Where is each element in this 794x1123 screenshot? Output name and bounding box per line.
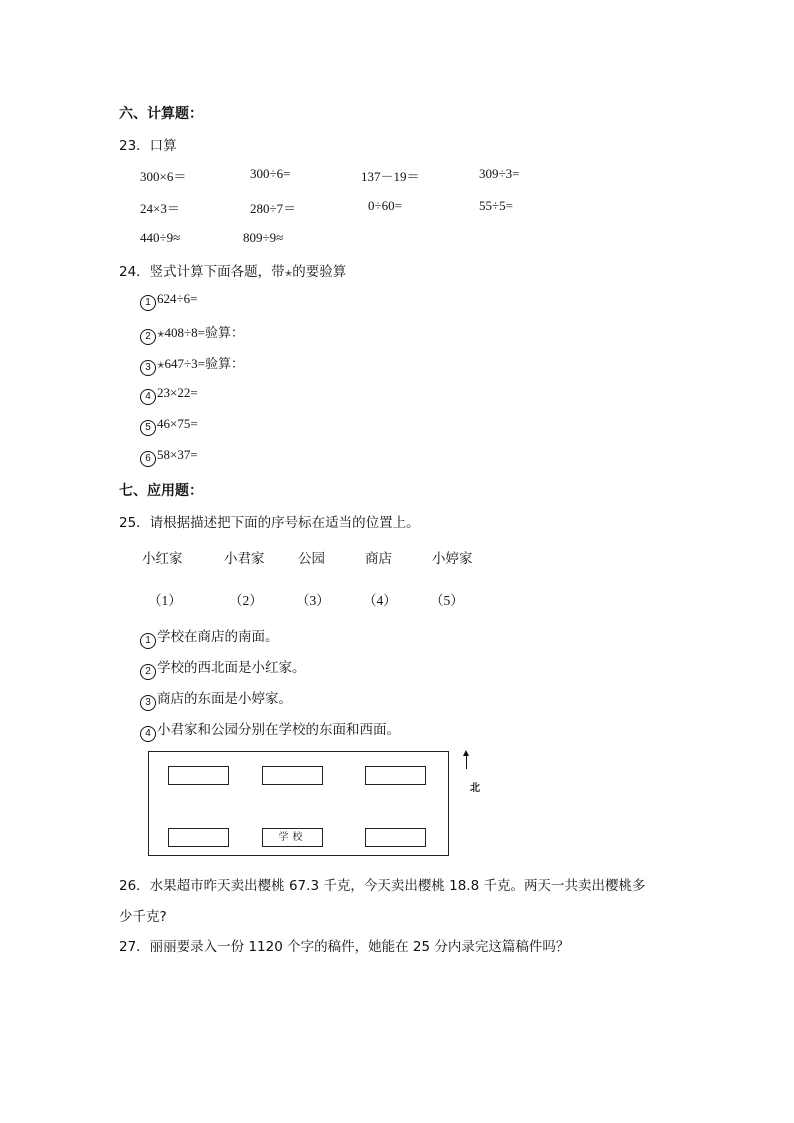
vertical-calc-item: 2 ✭408÷8=验算：: [140, 322, 244, 345]
section-title-calculation: 六、计算题：: [119, 106, 203, 122]
question-24-label: 24．竖式计算下面各题，带✭的要验算: [119, 264, 347, 280]
oral-calc-item: 24×3＝: [140, 201, 180, 216]
circled-number: 6: [140, 451, 156, 467]
circled-number: 3: [140, 360, 156, 376]
question-25-label: 25．请根据描述把下面的序号标在适当的位置上。: [119, 515, 420, 531]
oral-calc-item: 300×6＝: [140, 169, 187, 184]
map-slot-w: [168, 828, 229, 847]
oral-calc-item: 137－19＝: [361, 169, 420, 184]
oral-calc-item: 0÷60=: [368, 198, 402, 213]
oral-calc-item: 280÷7＝: [250, 201, 297, 216]
circled-number: 2: [140, 329, 156, 345]
question-23-label: 23．口算: [119, 138, 177, 154]
place-name: 小红家: [142, 551, 183, 567]
star-icon: ✭: [157, 360, 165, 370]
clue-item: 1 学校在商店的南面。: [140, 625, 279, 649]
circled-number: 3: [140, 695, 156, 711]
vertical-calc-item: 6 58×37=: [140, 447, 198, 467]
vertical-calc-item: 3 ✭647÷3=验算：: [140, 353, 244, 376]
question-26-line2: 少千克?: [119, 909, 167, 925]
circled-number: 4: [140, 389, 156, 405]
place-name: 商店: [365, 551, 392, 567]
map-frame: [148, 751, 449, 856]
place-number: （5）: [430, 593, 464, 608]
circled-number: 1: [140, 633, 156, 649]
place-name: 小君家: [224, 551, 265, 567]
north-label: 北: [470, 783, 480, 794]
map-school: 学校: [262, 828, 323, 847]
clue-item: 2 学校的西北面是小红家。: [140, 656, 306, 680]
oral-calc-item: 440÷9≈: [140, 230, 181, 245]
vertical-calc-item: 4 23×22=: [140, 385, 198, 405]
place-number: （1）: [148, 593, 182, 608]
clue-item: 4 小君家和公园分别在学校的东面和西面。: [140, 718, 400, 742]
circled-number: 4: [140, 726, 156, 742]
vertical-calc-item: 5 46×75=: [140, 416, 198, 436]
place-number: （4）: [363, 593, 397, 608]
star-icon: ✭: [284, 269, 293, 279]
question-27: 27．丽丽要录入一份 1120 个字的稿件，她能在 25 分内录完这篇稿件吗？: [119, 939, 570, 955]
vertical-calc-item: 1 624÷6=: [140, 291, 197, 311]
circled-number: 1: [140, 295, 156, 311]
place-number: （2）: [229, 593, 263, 608]
place-name: 小婷家: [432, 551, 473, 567]
place-number: （3）: [296, 593, 330, 608]
oral-calc-item: 300÷6=: [250, 166, 291, 181]
place-name: 公园: [298, 551, 325, 567]
section-title-application: 七、应用题：: [119, 483, 203, 499]
map-slot-e: [365, 828, 426, 847]
map-slot-ne: [365, 766, 426, 785]
oral-calc-item: 55÷5=: [479, 198, 513, 213]
circled-number: 5: [140, 420, 156, 436]
circled-number: 2: [140, 664, 156, 680]
map-slot-nw: [168, 766, 229, 785]
map-slot-n: [262, 766, 323, 785]
oral-calc-item: 309÷3=: [479, 166, 520, 181]
oral-calc-item: 809÷9≈: [243, 230, 284, 245]
star-icon: ✭: [157, 329, 165, 339]
north-arrow-shaft: [466, 753, 467, 769]
clue-item: 3 商店的东面是小婷家。: [140, 687, 292, 711]
question-26-line1: 26．水果超市昨天卖出樱桃 67.3 千克，今天卖出樱桃 18.8 千克。两天一共卖出樱桃多: [119, 878, 646, 894]
